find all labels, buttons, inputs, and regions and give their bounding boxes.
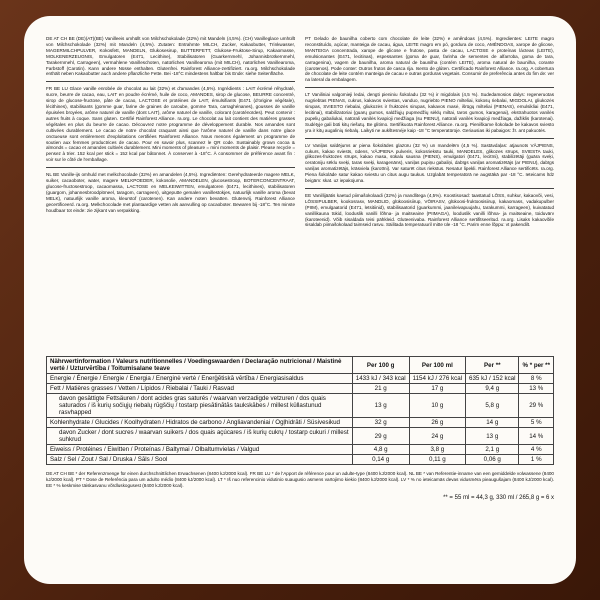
ingredients-nl: NL BE Vanille-ijs omhuld met melkchocolade (32%) en amandelen (4,5%). Ingrediënten: Gerehydrateerde magere MELK, suiker, cacaoboter, water, magere MELKPOEDER, kokosolie, AMANDELEN, glucosestroop, BOTERCONCENTRAAT, glucose-fructosestroop, cacaomassa, LACTOSE en MELKEIWITTEN, emulgatoren (E471, lecithines), stabilisatoren (guargom, johannesbroodpitmeel, taragom, carrageen), uitgeputte gemalen vanillestokjes, natuurlijk vanille aroma (bevat MELK), natuurlijk vanille aroma, kleurstof (carotenen). Kan andere noten bevatten. Glutenvrij. Rainforest Alliance gecertificeerd. ra.org. Melkchocolade met plantaardige vetten als aanvulling op cacaoboter. Bewaren bij -18°C. Ten minste houdbaar tot einde: zie zijkant van verpakking. <box>46 172 295 213</box>
ingredients-ee: EE Vanillijäätis kaetud piimašokolaadi (32%) ja mandlitega (4,5%). Koostisosad: taastatud LÕSS, suhkur, kakaovõi, vesi, LÕSSIPULBER, kookosrasv, MANDLID, glükoosisiirup, VÕIRASV, glükoosi-fruktoosisiirup, kakaomass, vadakupulber (PIIM), emulgaatorid (E471, letsitiinid), stabilisaatorid (guarkummi, jaanileivapuujahu, tarakummi, karrageen), kuivatatud vanillikauna tükid, looduslik vanilli lõhna- ja maitseaine (PIIMAGA), looduslik vanilli lõhna- ja maitseaine, toiduvärv (karoteenid). Võib sisaldada teisi pähkleid. Gluteenivaba. Rainforest Alliance sertifitseeritud. ra.org. Lisaks kakaovõile sisaldab piimašokolaad taimseid rasvu. Säilitada temperatuuril mitte üle -18 °C. Parim enne lõppu: vt pakendilt. <box>305 192 554 228</box>
ingredients-fr: FR BE LU Glace vanille enrobée de chocolat au lait (32%) et d'amandes (4,5%). Ingrédients : LAIT écrémé réhydraté, sucre, beurre de cacao, eau, LAIT en poudre écrémé, huile de coco, AMANDES, sirop de glucose, BEURRE concentré, sirop de glucose-fructose, pâte de cacao, LACTOSE et protéines de LAIT, émulsifiants (E471 (d'origine végétale), lécithines), stabilisants (gomme guar, farine de graines de caroube, gomme Tara, carraghénanes), gousses de vanille épuisées broyées, arôme naturel de vanille (dont LAIT), arôme naturel de vanille, colorant (caroténoïdes). Peut contenir : autres fruits à coque. Sans gluten. Certifié Rainforest Alliance. ra.org. Le chocolat au lait contient des matières grasses végétales en plus du beurre de cacao. Découvrez notre programme de développement durable. Nos amandes sont cultivées durablement. Le cacao de notre chocolat craquant ainsi que l'arôme naturel de vanille dans notre glace onctueuse sont entièrement d'exploitations certifiées Rainforest Alliance. Nous menons également un programme de soutien aux femmes productrices de cacao. Pour en savoir plus, scannez le QR code. Sustainably grown cocoa & almonds = cacao et amandes cultivés durablement. Mini moments of pleasure = mini moments de plaisir. Please recycle = pensez à trier. 152 kcal per stick = 152 kcal par bâtonnet. À conserver à -18°C. À consommer de préférence avant fin : voir sur le côté de l'emballage. <box>46 86 295 163</box>
value-per-100g: 21 g <box>352 384 409 394</box>
nutrient-label: davon Zucker / dont sucres / waarvan suikers / dos quais açúcares / iš kurių cukrų / tostarp cukuri / millest suhkrud <box>47 428 353 445</box>
nutrition-header-row <box>47 357 554 374</box>
value-ri: 4 % <box>519 445 554 455</box>
value-per-portion: 14 g <box>466 418 519 428</box>
serving-size-note: ** = 55 ml = 44,3 g, 330 ml / 265,8 g = 6 x <box>443 494 554 501</box>
value-per-portion: 5,8 g <box>466 394 519 418</box>
divider <box>46 167 295 168</box>
value-per-100g: 29 g <box>352 428 409 445</box>
nutrition-table <box>46 356 554 465</box>
value-ri: 5 % <box>519 418 554 428</box>
value-ri: 29 % <box>519 394 554 418</box>
divider <box>305 138 554 139</box>
value-per-100g: 1433 kJ / 343 kcal <box>352 374 409 384</box>
value-per-portion: 635 kJ / 152 kcal <box>466 374 519 384</box>
col-per-100ml: Per 100 ml <box>409 357 465 374</box>
value-per-100ml: 24 g <box>409 428 465 445</box>
ingredients-lv: LV Vaniļas saldējums ar piena šokolādes glazūru (32 %) un mandelēm (4,5 %). Sastāvdaļas: atjaunots VĀJPIENS, cukurs, kakao sviests, ūdens, VĀJPIENA pulveris, kokosriekstu tauki, MANDELES, glikozes sīrups, SVIESTA tauki, glikozes-fruktozes sīrups, kakao masa, sūkalu sausna (PIENS), emulgatori (E471, lecitīni), stabilizētāji (guāra sveķi, ceratoniju sēklu sveķi, taras sveķi, karagenāns), vaniļas pupiņu gabaliņi, dabīgs vaniļas aromatizētājs (ar PIENU), dabīgs vaniļas aromatizētājs, krāsviela (karotīni). Var saturēt citus riekstus. Nesatur lipekli. Rainforest Alliance sertificēts. ra.org. Piena šokolāde satur kakao sviestu un citus augu taukus. Uzglabāt temperatūrā ne augstākā par -18 °C. Ieteicams līdz beigām: skat. uz iepakojuma. <box>305 142 554 184</box>
value-ri: 13 % <box>519 384 554 394</box>
divider <box>305 188 554 189</box>
table-row <box>47 455 554 465</box>
ingredients-pt: PT Gelado de baunilha coberto com chocolate de leite (32%) e amêndoas (4,5%). Ingredientes: LEITE magro reconstituído, açúcar, manteiga de cacau, água, LEITE magro em pó, gordura de coco, AMÊNDOAS, xarope de glicose, MANTEIGA concentrada, xarope de glicose e frutose, pasta de cacau, LACTOSE e proteínas lácteas (LEITE), emulsionantes (E471, lecitinas), espessantes (goma de guar, farinha de sementes de alfarroba, goma de tara, carragenina), vagem de baunilha, aroma natural de baunilha (contém LEITE), aroma natural de baunilha, corante (carotenos). Pode conter: Outros frutos de casca rija. Isento de glúten. Certificado Rainforest Alliance. ra.org. A cobertura de chocolate de leite contém manteiga de cacau e outras gorduras vegetais. Consumir de preferência antes do fim de: ver na lateral da embalagem. <box>305 36 554 83</box>
value-ri: 1 % <box>519 455 554 465</box>
value-ri: 8 % <box>519 374 554 384</box>
nutrition-header: Nährwertinformation / Valeurs nutritionnelles / Voedingswaarden / Declaração nutricional / Maistinė vertė / Uzturvērtība / Toitumisalane teave <box>47 357 353 374</box>
col-per-portion: Per ** <box>466 357 519 374</box>
value-per-portion: 2,1 g <box>466 445 519 455</box>
value-per-100ml: 17 g <box>409 384 465 394</box>
value-ri: 14 % <box>519 428 554 445</box>
divider <box>46 81 295 82</box>
table-row <box>47 445 554 455</box>
nutrient-label: davon gesättigte Fettsäuren / dont acides gras saturés / waarvan verzadigde vetzuren / dos quais saturados / iš kurių sočiųjų riebalų rūgščių / tostarp piesātinātās taukskābes / millest küllastunud rasvhapped <box>47 394 353 418</box>
ingredients-label-panel <box>24 16 576 584</box>
value-per-100ml: 1154 kJ / 276 kcal <box>409 374 465 384</box>
table-row <box>47 394 554 418</box>
value-per-100ml: 26 g <box>409 418 465 428</box>
value-per-portion: 0,06 g <box>466 455 519 465</box>
nutrient-label: Fett / Matières grasses / Vetten / Lípidos / Riebalai / Tauki / Rasvad <box>47 384 353 394</box>
value-per-100ml: 10 g <box>409 394 465 418</box>
table-row <box>47 384 554 394</box>
col-ri-percent: % * per ** <box>519 357 554 374</box>
table-row <box>47 428 554 445</box>
table-row <box>47 418 554 428</box>
ingredients-lt: LT Vaniliniai valgomieji ledai, dengti pieniniu šokoladu (32 %) ir migdolais (4,5 %). Sudedamosios dalys: regeneruotas nugriebtas PIENAS, cukrus, kakavos sviestas, vanduo, nugriebto PIENO milteliai, kokosų riebalai, MIGDOLAI, gliukozės sirupas, SVIESTO riebalai, gliukozės ir fruktozės sirupas, kakavos masė, išrūgų milteliai (PIENAS), emulsikliai (E471, lecitinai), stabilizatoriai (guarų gumos, saldžiųjų pupmedžių sėklų miltai, taros gumos, karagenai), ekstrahuotos vanilės pupelių gabaliukai, natūrali vanilės kvapioji medžiaga (su PIENU), natūrali vanilės kvapioji medžiaga, dažiklis (karotenai). Sudėtyje gali būti kitų riešutų. Be glitimo. Sertifikuota Rainforest Alliance. ra.org. Pieniškame šokolade be kakavos sviesto yra ir kitų augalinių riebalų. Laikyti ne aukštesnėje kaip -18 °C temperatūroje. Geriausias iki pabaigos: žr. ant pakuotės. <box>305 92 554 133</box>
ingredients-left-column <box>46 36 295 356</box>
ingredients-right-column <box>305 36 554 356</box>
value-per-100g: 13 g <box>352 394 409 418</box>
value-per-100ml: 0,11 g <box>409 455 465 465</box>
value-per-100g: 32 g <box>352 418 409 428</box>
col-per-100g: Per 100 g <box>352 357 409 374</box>
value-per-100g: 4,8 g <box>352 445 409 455</box>
value-per-100ml: 3,8 g <box>409 445 465 455</box>
value-per-portion: 9,4 g <box>466 384 519 394</box>
table-row <box>47 374 554 384</box>
nutrient-label: Kohlenhydrate / Glucides / Koolhydraten / Hidratos de carbono / Angliavandeniai / Ogļhidrāti / Süsivesikud <box>47 418 353 428</box>
nutrient-label: Energie / Énergie / Energie / Energia / Energinė vertė / Enerģētiskā vērtība / Energiasisaldus <box>47 374 353 384</box>
nutrient-label: Salz / Sel / Zout / Sal / Druska / Sāls / Sool <box>47 455 353 465</box>
ingredients-de: DE AT CH BE (DE)(AT)(BE) Vanilleeis umhüllt von Milchschokolade (32%) mit Mandeln (4,5%). (CH) Vanilleglace umhüllt von Milchschokolade (32%) mit Mandeln (4,5%). Zutaten: Entrahmte MILCH, Zucker, Kakaobutter, Trinkwasser, MAGERMILCHPULVER, Kokosfett, MANDELN, Glukosesirup, BUTTERFETT, Glukose-Fruktose-Sirup, Kakaomasse, MOLKENERZEUGNIS, Emulgatoren (E471, Lecithine), Stabilisatoren (Guarkernmehl, Johannisbrotkernmehl, Tarakernmehl, Carrageen), vermahlene Vanilleschoten, natürliches Vanillearoma (mit MILCH), natürliches Vanillearoma, Farbstoff (Carotin). Kann andere Nüsse enthalten. Glutenfrei. Rainforest Alliance-zertifiziert. ra.org. Milchschokolade enthält neben Kakaobutter auch andere pflanzliche Fette. Bei -18°C mindestens haltbar bis Ende: siehe Seitenfläche. <box>46 36 295 77</box>
reference-intake-footnote: DE AT CH BE * der Referenzmenge für einen durchschnittlichen Erwachsenen (8400 kJ/2000 kcal). FR BE LU * de l'Apport de référence pour un adulte-type (8400 kJ/2000 kcal). NL BE * van Referentie-inname van een gemiddelde volwassene (8400 kJ/2000 kcal). PT * Dose de Referência para um adulto médio (8400 kJ/2000 kcal). LT * Iš nuo referencinio vidutinio suaugusio asmens vartojimo kiekio (8400 kJ/2000 kcal). LV * % no ieteicamās devas vidusmēra pieaugušajam (8400 kJ/2000 kcal). EE * % keskmise täiskasvanu võrdluskogusest (8400 kJ/2000 kcal). <box>46 471 554 488</box>
value-per-100g: 0,14 g <box>352 455 409 465</box>
value-per-portion: 13 g <box>466 428 519 445</box>
divider <box>305 87 554 88</box>
nutrient-label: Eiweiss / Protéines / Eiwitten / Proteínas / Baltymai / Olbaltumvielas / Valgud <box>47 445 353 455</box>
